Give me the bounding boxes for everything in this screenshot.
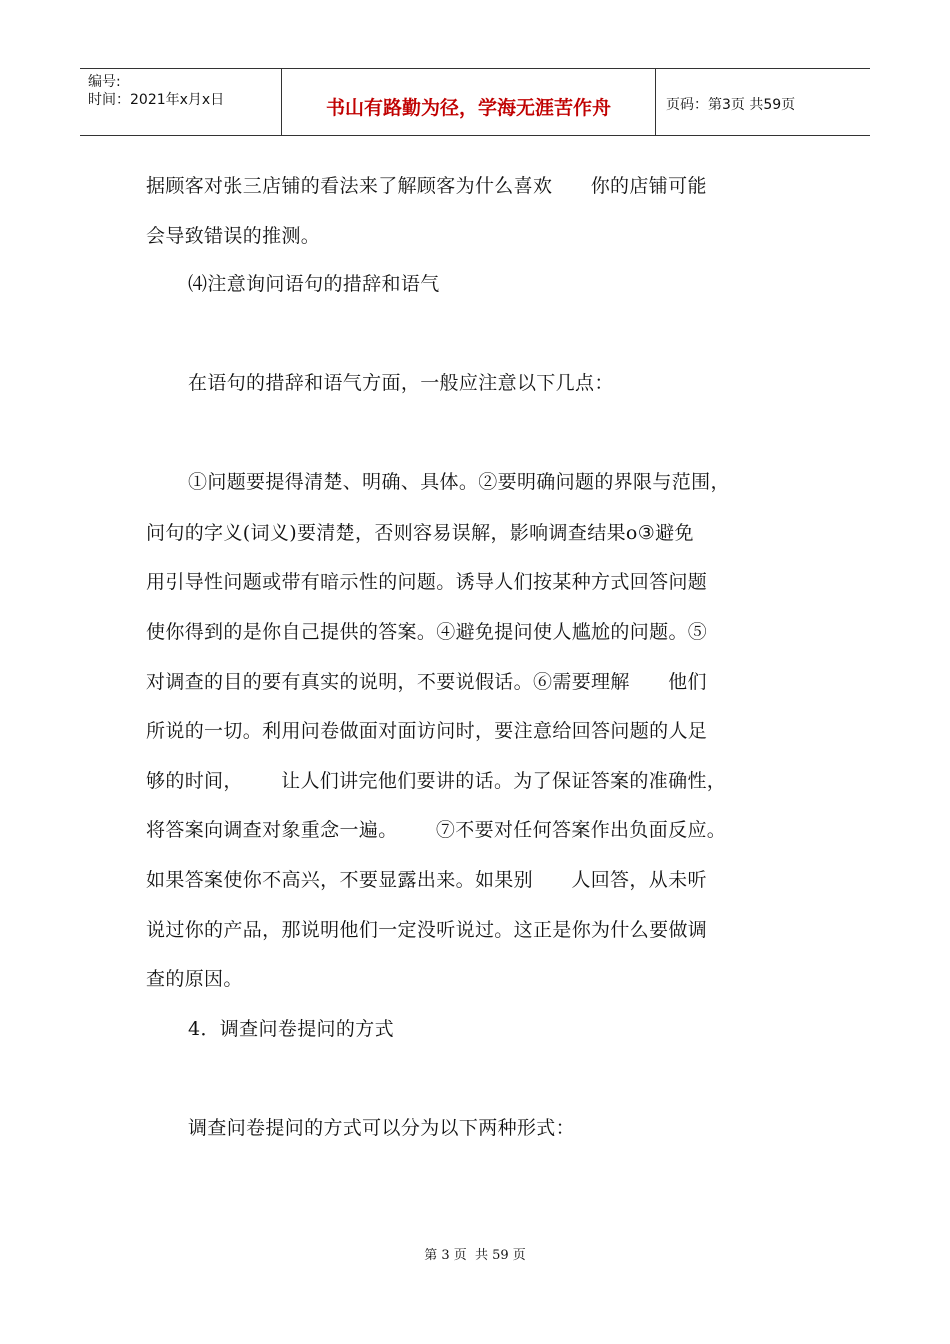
page-footer: 第 3 页 共 59 页 [424, 1248, 526, 1263]
body-line: 查的原因。 [146, 968, 243, 990]
document-number-label: 编号: [88, 74, 121, 90]
body-line: 问句的字义(词义)要清楚，否则容易误解，影响调查结果o③避免 [146, 522, 694, 544]
page-header [80, 68, 870, 136]
body-line: 如果答案使你不高兴，不要显露出来。如果别 人回答，从未听 [146, 869, 707, 891]
document-time-label: 时间：2021年x月x日 [88, 92, 225, 108]
body-line: 说过你的产品，那说明他们一定没听说过。这正是你为什么要做调 [146, 919, 708, 941]
body-line: 会导致错误的推测。 [146, 225, 321, 247]
body-line: 调查问卷提问的方式可以分为以下两种形式： [188, 1117, 576, 1139]
header-motto: 书山有路勤为径，学海无涯苦作舟 [325, 97, 611, 119]
header-motto-cell [282, 69, 656, 135]
header-page-cell [656, 69, 870, 135]
body-line: 够的时间， 让人们讲完他们要讲的话。为了保证答案的准确性， [146, 770, 727, 792]
body-line: 使你得到的是你自己提供的答案。④避免提问使人尴尬的问题。⑤ [146, 621, 708, 643]
body-line: 对调查的目的要有真实的说明，不要说假话。⑥需要理解 他们 [146, 671, 707, 693]
body-line: 用引导性问题或带有暗示性的问题。诱导人们按某种方式回答问题 [146, 571, 708, 593]
header-meta-cell [80, 69, 282, 135]
body-line: 据顾客对张三店铺的看法来了解顾客为什么喜欢 你的店铺可能 [146, 175, 707, 197]
section-heading: ⑷注意询问语句的措辞和语气 [188, 273, 440, 295]
body-line: ①问题要提得清楚、明确、具体。②要明确问题的界限与范围， [188, 471, 730, 493]
header-page-number: 页码：第3页 共59页 [666, 97, 796, 113]
body-line: 将答案向调查对象重念一遍。 ⑦不要对任何答案作出负面反应。 [146, 819, 727, 841]
section-heading: 4．调查问卷提问的方式 [188, 1018, 394, 1040]
body-line: 所说的一切。利用问卷做面对面访问时，要注意给回答问题的人足 [146, 720, 708, 742]
body-line: 在语句的措辞和语气方面，一般应注意以下几点： [188, 372, 614, 394]
